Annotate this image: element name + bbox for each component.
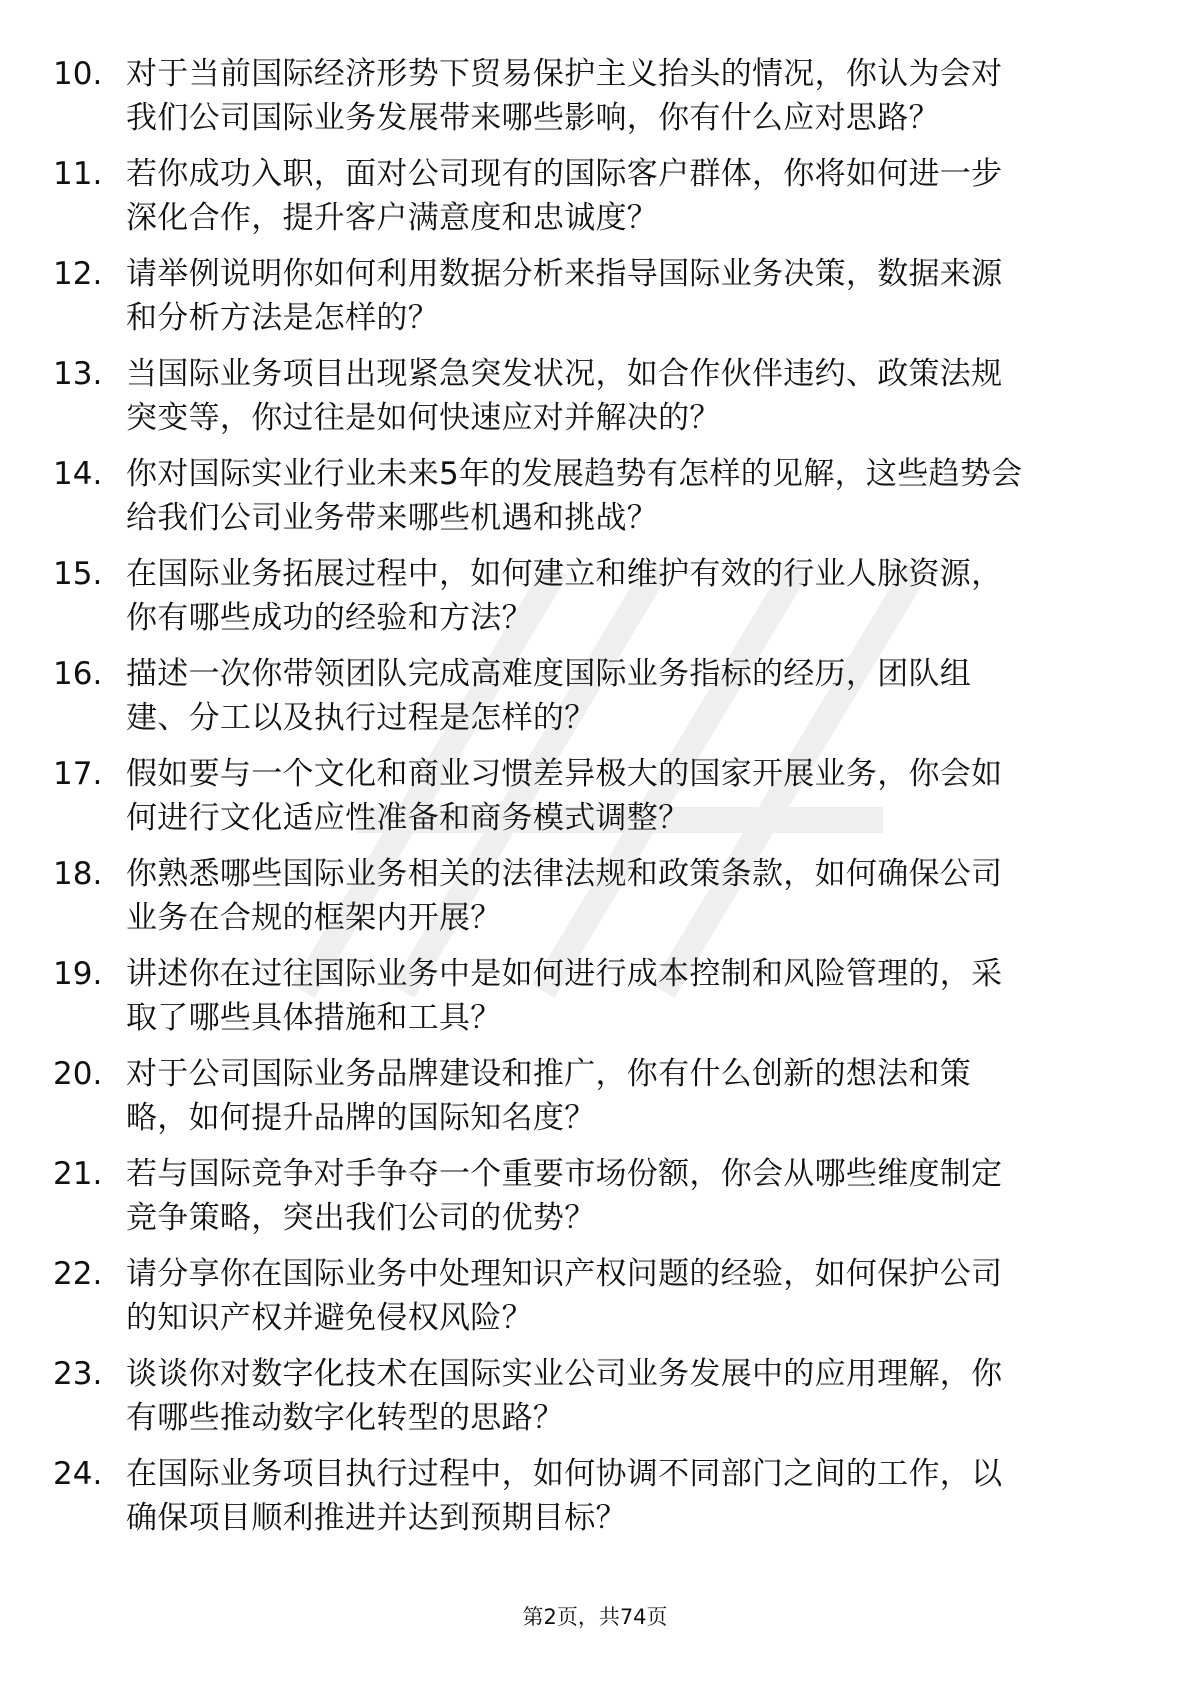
question-number: 17. [53, 756, 103, 792]
question-line: 何进行文化适应性准备和商务模式调整？ [126, 800, 690, 836]
page-indicator: 第2页，共74页 [522, 1605, 668, 1629]
list-item [0, 652, 1190, 752]
question-number: 11. [53, 156, 103, 192]
question-number: 10. [53, 56, 103, 92]
question-list [0, 52, 1190, 1552]
question-text [126, 1252, 1126, 1340]
question-line: 若你成功入职，面对公司现有的国际客户群体，你将如何进一步 [126, 156, 1003, 192]
question-number: 24. [53, 1456, 103, 1492]
question-text [126, 352, 1126, 440]
question-text [126, 652, 1126, 740]
list-item [0, 952, 1190, 1052]
question-line: 深化合作，提升客户满意度和忠诚度？ [126, 200, 659, 236]
list-item [0, 1452, 1190, 1552]
question-line: 若与国际竞争对手争夺一个重要市场份额，你会从哪些维度制定 [126, 1156, 1003, 1192]
question-line: 假如要与一个文化和商业习惯差异极大的国家开展业务，你会如 [126, 756, 1003, 792]
list-item [0, 152, 1190, 252]
question-number: 13. [53, 356, 103, 392]
question-line: 你对国际实业行业未来5年的发展趋势有怎样的见解，这些趋势会 [126, 456, 1023, 492]
list-item [0, 452, 1190, 552]
question-line: 当国际业务项目出现紧急突发状况，如合作伙伴违约、政策法规 [126, 356, 1003, 392]
question-line: 谈谈你对数字化技术在国际实业公司业务发展中的应用理解，你 [126, 1356, 1003, 1392]
list-item [0, 252, 1190, 352]
question-number: 20. [53, 1056, 103, 1092]
question-text [126, 552, 1126, 640]
question-number: 16. [53, 656, 103, 692]
question-line: 竞争策略，突出我们公司的优势？ [126, 1200, 596, 1236]
question-text [126, 52, 1126, 140]
question-line: 给我们公司业务带来哪些机遇和挑战？ [126, 500, 659, 536]
question-number: 18. [53, 856, 103, 892]
list-item [0, 752, 1190, 852]
question-line: 对于当前国际经济形势下贸易保护主义抬头的情况，你认为会对 [126, 56, 1003, 92]
question-number: 19. [53, 956, 103, 992]
question-line: 突变等，你过往是如何快速应对并解决的？ [126, 400, 721, 436]
list-item [0, 1052, 1190, 1152]
question-line: 讲述你在过往国际业务中是如何进行成本控制和风险管理的，采 [126, 956, 1003, 992]
question-line: 请分享你在国际业务中处理知识产权问题的经验，如何保护公司 [126, 1256, 1003, 1292]
question-line: 你熟悉哪些国际业务相关的法律法规和政策条款，如何确保公司 [126, 856, 1003, 892]
question-line: 业务在合规的框架内开展？ [126, 900, 502, 936]
question-line: 建、分工以及执行过程是怎样的？ [126, 700, 596, 736]
question-number: 15. [53, 556, 103, 592]
question-number: 21. [53, 1156, 103, 1192]
question-line: 描述一次你带领团队完成高难度国际业务指标的经历，团队组 [126, 656, 972, 692]
question-number: 12. [53, 256, 103, 292]
question-line: 我们公司国际业务发展带来哪些影响，你有什么应对思路？ [126, 100, 940, 136]
question-number: 23. [53, 1356, 103, 1392]
list-item [0, 52, 1190, 152]
question-text [126, 752, 1126, 840]
question-text [126, 452, 1126, 540]
question-text [126, 952, 1126, 1040]
question-text [126, 1152, 1126, 1240]
list-item [0, 852, 1190, 952]
question-text [126, 252, 1126, 340]
question-line: 略，如何提升品牌的国际知名度？ [126, 1100, 596, 1136]
list-item [0, 1352, 1190, 1452]
question-text [126, 1352, 1126, 1440]
question-text [126, 152, 1126, 240]
question-line: 确保项目顺利推进并达到预期目标？ [126, 1500, 627, 1536]
question-line: 你有哪些成功的经验和方法？ [126, 600, 533, 636]
list-item [0, 352, 1190, 452]
question-line: 和分析方法是怎样的？ [126, 300, 439, 336]
question-line: 有哪些推动数字化转型的思路？ [126, 1400, 565, 1436]
question-line: 在国际业务项目执行过程中，如何协调不同部门之间的工作，以 [126, 1456, 1003, 1492]
question-line: 对于公司国际业务品牌建设和推广，你有什么创新的想法和策 [126, 1056, 972, 1092]
question-text [126, 1452, 1126, 1540]
question-number: 14. [53, 456, 103, 492]
question-text [126, 852, 1126, 940]
question-line: 在国际业务拓展过程中，如何建立和维护有效的行业人脉资源， [126, 556, 1003, 592]
list-item [0, 1252, 1190, 1352]
question-text [126, 1052, 1126, 1140]
question-line: 取了哪些具体措施和工具？ [126, 1000, 502, 1036]
question-number: 22. [53, 1256, 103, 1292]
list-item [0, 1152, 1190, 1252]
question-line: 的知识产权并避免侵权风险？ [126, 1300, 533, 1336]
list-item [0, 552, 1190, 652]
question-line: 请举例说明你如何利用数据分析来指导国际业务决策，数据来源 [126, 256, 1003, 292]
